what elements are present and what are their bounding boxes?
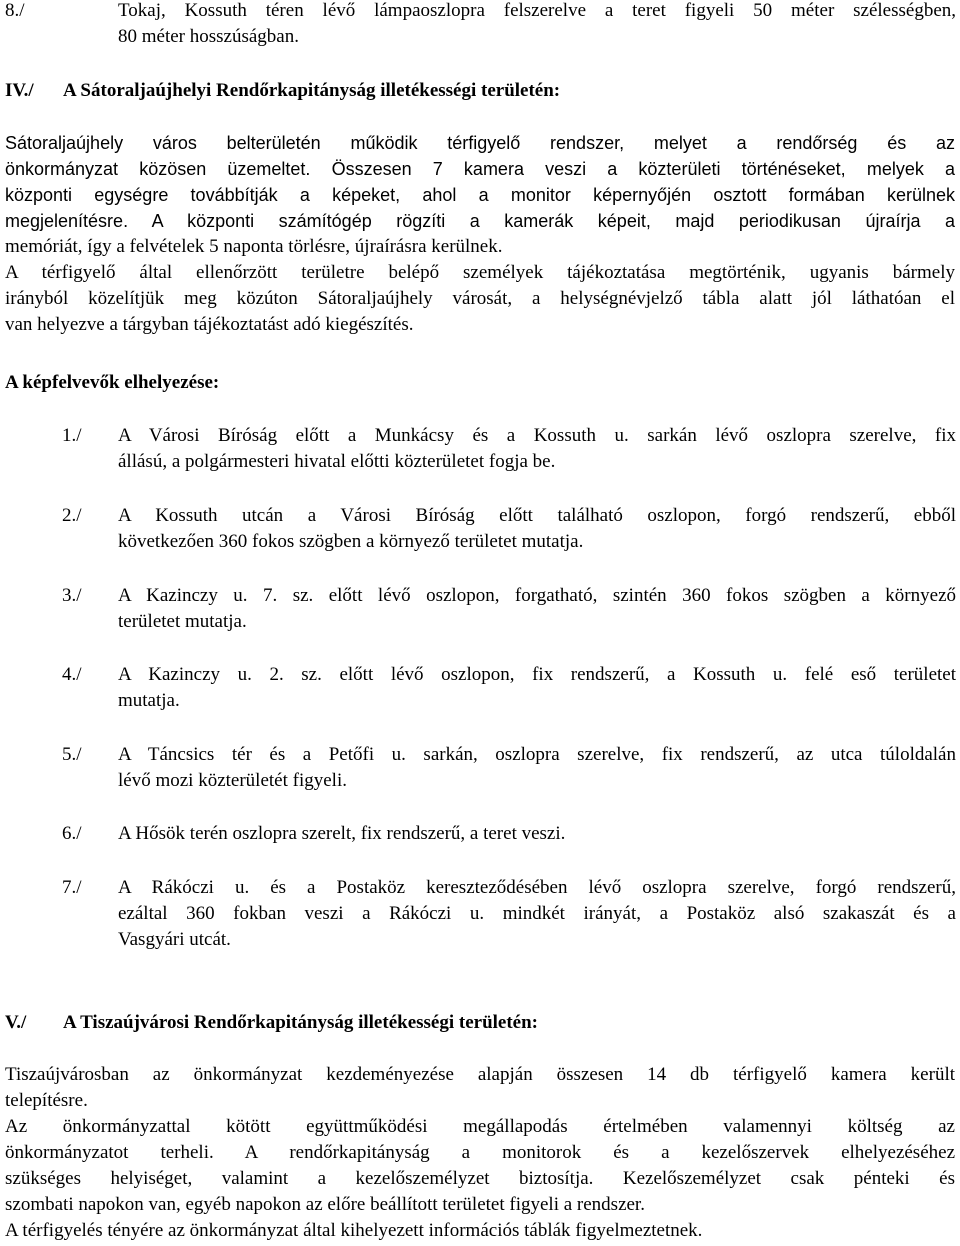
text-line: területet mutatja.: [118, 611, 247, 632]
text-line: Tokaj, Kossuth téren lévő lámpaoszlopra felszerelve a teret figyeli 50 méter szélességben,: [118, 0, 956, 21]
text-line: A térfigyelés tényére az önkormányzat által kihelyezett információs táblák figyelmeztetnek.: [5, 1220, 703, 1241]
item-number: 3./: [62, 585, 82, 606]
text-line: Sátoraljaújhely város belterületén működik térfigyelő rendszer, melyet a rendőrség és az: [5, 133, 955, 153]
section-number: IV./: [5, 80, 34, 101]
text-line: lévő mozi közterületét figyeli.: [118, 770, 347, 791]
item-text: [118, 875, 956, 953]
item-number: 5./: [62, 744, 82, 765]
section-title: A Tiszaújvárosi Rendőrkapitányság illetékességi területén:: [63, 1012, 538, 1033]
text-line: Tiszaújvárosban az önkormányzat kezdeményezése alapján összesen 14 db térfigyelő kamera került: [5, 1064, 955, 1085]
section-number: V./: [5, 1012, 27, 1033]
item-number: 8./: [5, 0, 25, 21]
text-line: megjelenítésre. A központi számítógép rögzíti a kamerák képeit, majd periodikusan újraírja a: [5, 211, 955, 231]
text-line: A Hősök terén oszlopra szerelt, fix rendszerű, a teret veszi.: [118, 823, 566, 844]
section-v-paragraph: [5, 1062, 955, 1244]
text-line: A Kazinczy u. 7. sz. előtt lévő oszlopon, forgatható, szintén 360 fokos szögben a környező: [118, 585, 956, 606]
item-text: [118, 583, 956, 635]
text-line: önkormányzatot terheli. A rendőrkapitányság a monitorok és a kezelőszervek elhelyezéséhez: [5, 1142, 955, 1163]
item-number: 4./: [62, 664, 82, 685]
text-line: A Kazinczy u. 2. sz. előtt lévő oszlopon, fix rendszerű, a Kossuth u. felé eső területet: [118, 664, 956, 685]
text-line: irányból közelítjük meg közúton Sátoraljaújhely városát, a helységnévjelző tábla alatt jól láthatóan el: [5, 288, 955, 309]
text-line: ezáltal 360 fokban veszi a Rákóczi u. mindkét irányát, a Postaköz alsó szakaszát és a: [118, 903, 956, 924]
text-line: Vasgyári utcát.: [118, 929, 231, 950]
item-text: [118, 423, 956, 475]
text-line: A Városi Bíróság előtt a Munkácsy és a Kossuth u. sarkán lévő oszlopra szerelve, fix: [118, 425, 956, 446]
text-line: állású, a polgármesteri hivatal előtti közterületet fogja be.: [118, 451, 556, 472]
text-line: szükséges helyiséget, valamint a kezelőszemélyzet biztosítja. Kezelőszemélyzet csak pénteki és: [5, 1168, 955, 1189]
text-line: A Rákóczi u. és a Postaköz kereszteződésében lévő oszlopra szerelve, forgó rendszerű,: [118, 877, 956, 898]
text-line: A Táncsics tér és a Petőfi u. sarkán, oszlopra szerelve, fix rendszerű, az utca túloldalán: [118, 744, 956, 765]
text-line: A Kossuth utcán a Városi Bíróság előtt található oszlopon, forgó rendszerű, ebből: [118, 505, 956, 526]
section-iv-paragraph: [5, 130, 955, 338]
section-title: A Sátoraljaújhelyi Rendőrkapitányság illetékességi területén:: [63, 80, 561, 101]
item-text: [118, 503, 956, 555]
item-text: [118, 0, 956, 50]
text-line: 80 méter hosszúságban.: [118, 26, 299, 47]
item-number: 1./: [62, 425, 82, 446]
text-line: van helyezve a tárgyban tájékoztatást adó kiegészítés.: [5, 314, 414, 335]
text-line: önkormányzat közösen üzemeltet. Összesen 7 kamera veszi a közterületi történéseket, melyek a: [5, 159, 955, 179]
text-line: memóriát, így a felvételek 5 naponta törlésre, újraírásra kerülnek.: [5, 236, 503, 257]
item-number: 2./: [62, 505, 82, 526]
text-line: A térfigyelő által ellenőrzött területre belépő személyek tájékoztatása megtörténik, ugyanis bármely: [5, 262, 955, 283]
item-number: 6./: [62, 823, 82, 844]
item-number: 7./: [62, 877, 82, 898]
text-line: Az önkormányzattal kötött együttműködési megállapodás értelmében valamennyi költség az: [5, 1116, 955, 1137]
text-line: következően 360 fokos szögben a környező területet mutatja.: [118, 531, 584, 552]
text-line: központi egységre továbbítják a képeket, ahol a monitor képernyőjén osztott formában kerülnek: [5, 185, 955, 205]
subheading: A képfelvevők elhelyezése:: [5, 372, 220, 393]
text-line: telepítésre.: [5, 1090, 88, 1111]
text-line: mutatja.: [118, 690, 180, 711]
item-text: [118, 662, 956, 714]
text-line: szombati napokon van, egyéb napokon az előre beállított területet figyeli a rendszer.: [5, 1194, 645, 1215]
item-text: [118, 742, 956, 794]
item-text: [118, 821, 956, 847]
